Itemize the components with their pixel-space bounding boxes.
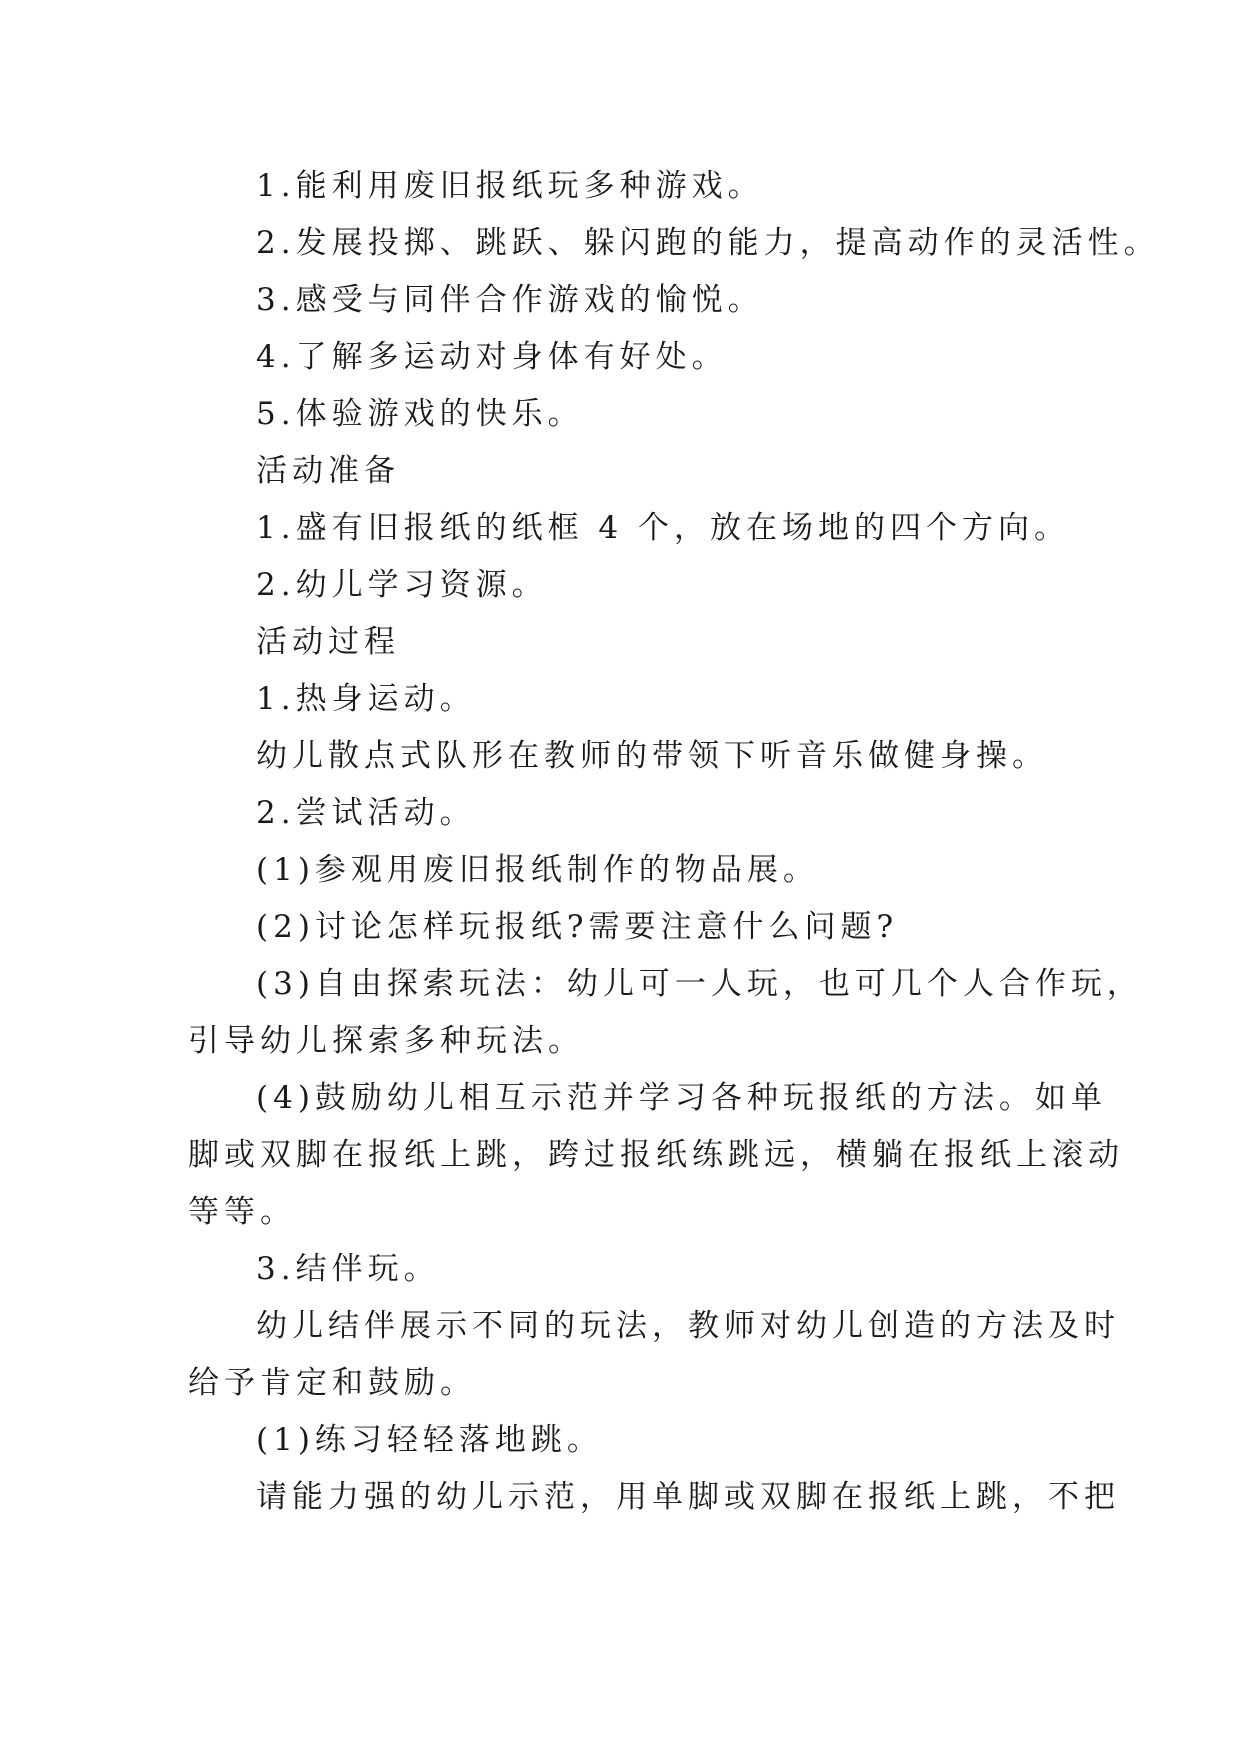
substep-3: (3)自由探索玩法：幼儿可一人玩，也可几个人合作玩，: [256, 966, 1143, 1002]
goal-line-2: 2.发展投掷、跳跃、躲闪跑的能力，提高动作的灵活性。: [256, 225, 1160, 261]
substep-4-continued: 脚或双脚在报纸上跳，跨过报纸练跳远，横躺在报纸上滚动: [188, 1137, 1124, 1173]
process-paragraph: 幼儿散点式队形在教师的带领下听音乐做健身操。: [256, 738, 1048, 774]
goal-line-4: 4.了解多运动对身体有好处。: [256, 339, 728, 375]
goal-line-5: 5.体验游戏的快乐。: [256, 396, 584, 432]
paragraph-3: 幼儿结伴展示不同的玩法，教师对幼儿创造的方法及时: [256, 1308, 1120, 1344]
step-3-substep-1: (1)练习轻轻落地跳。: [256, 1422, 603, 1458]
section-heading-preparation: 活动准备: [256, 453, 400, 489]
substep-1: (1)参观用废旧报纸制作的物品展。: [256, 852, 819, 888]
substep-4: (4)鼓励幼儿相互示范并学习各种玩报纸的方法。如单: [256, 1080, 1107, 1116]
goal-line-1: 1.能利用废旧报纸玩多种游戏。: [256, 168, 764, 204]
substep-3-continued: 引导幼儿探索多种玩法。: [188, 1023, 584, 1059]
paragraph-4: 请能力强的幼儿示范，用单脚或双脚在报纸上跳，不把: [256, 1479, 1120, 1515]
preparation-line-2: 2.幼儿学习资源。: [256, 567, 548, 603]
section-heading-process: 活动过程: [256, 624, 400, 660]
preparation-line-1: 1.盛有旧报纸的纸框 4 个，放在场地的四个方向。: [256, 510, 1071, 546]
substep-2: (2)讨论怎样玩报纸?需要注意什么问题?: [256, 909, 899, 945]
substep-4-continued-2: 等等。: [188, 1194, 296, 1230]
goal-line-3: 3.感受与同伴合作游戏的愉悦。: [256, 282, 764, 318]
process-step-2: 2.尝试活动。: [256, 795, 476, 831]
process-step-3: 3.结伴玩。: [256, 1251, 440, 1287]
paragraph-3-continued: 给予肯定和鼓励。: [188, 1365, 476, 1401]
process-step-1: 1.热身运动。: [256, 681, 476, 717]
